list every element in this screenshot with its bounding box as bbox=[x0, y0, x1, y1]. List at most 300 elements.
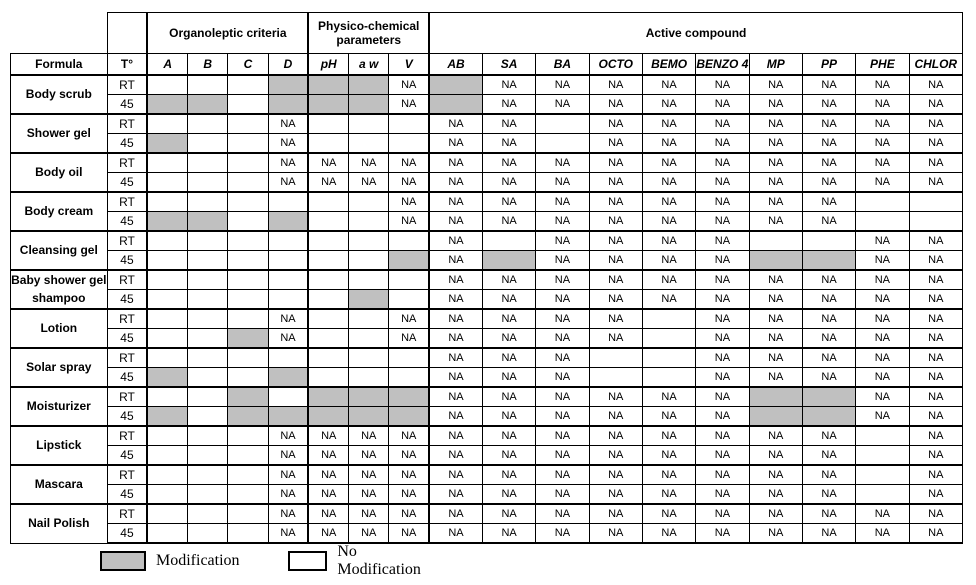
data-cell: NA bbox=[642, 134, 695, 154]
data-cell bbox=[642, 368, 695, 388]
data-cell: NA bbox=[429, 251, 482, 271]
data-cell bbox=[188, 329, 228, 349]
data-cell bbox=[147, 504, 187, 524]
data-cell: NA bbox=[696, 231, 749, 251]
data-cell: NA bbox=[642, 251, 695, 271]
data-cell bbox=[308, 290, 348, 310]
temperature-cell: 45 bbox=[107, 173, 147, 193]
data-cell: NA bbox=[429, 485, 482, 505]
data-cell: NA bbox=[482, 309, 535, 329]
data-cell: NA bbox=[909, 75, 962, 95]
data-cell: NA bbox=[749, 446, 802, 466]
data-cell bbox=[389, 114, 429, 134]
data-cell: NA bbox=[909, 504, 962, 524]
data-cell: NA bbox=[802, 368, 855, 388]
data-cell bbox=[147, 231, 187, 251]
data-cell: NA bbox=[642, 75, 695, 95]
temperature-cell: RT bbox=[107, 465, 147, 485]
table-row bbox=[11, 504, 963, 524]
data-cell bbox=[228, 114, 268, 134]
data-cell: NA bbox=[856, 368, 909, 388]
temperature-cell: 45 bbox=[107, 407, 147, 427]
data-cell: NA bbox=[802, 329, 855, 349]
data-cell: NA bbox=[589, 465, 642, 485]
data-cell bbox=[389, 231, 429, 251]
data-cell: NA bbox=[589, 212, 642, 232]
data-cell: NA bbox=[642, 465, 695, 485]
data-cell: NA bbox=[642, 270, 695, 290]
data-cell: NA bbox=[909, 485, 962, 505]
data-cell bbox=[268, 290, 308, 310]
data-cell bbox=[308, 407, 348, 427]
data-cell: NA bbox=[589, 446, 642, 466]
data-cell: NA bbox=[909, 173, 962, 193]
temperature-cell: RT bbox=[107, 153, 147, 173]
data-cell: NA bbox=[749, 95, 802, 115]
data-cell bbox=[147, 426, 187, 446]
data-cell bbox=[268, 192, 308, 212]
data-cell: NA bbox=[802, 192, 855, 212]
data-cell bbox=[909, 212, 962, 232]
data-cell bbox=[228, 524, 268, 544]
data-cell: NA bbox=[802, 270, 855, 290]
data-cell bbox=[188, 290, 228, 310]
data-cell: NA bbox=[856, 231, 909, 251]
data-cell: NA bbox=[536, 407, 589, 427]
data-cell: NA bbox=[589, 485, 642, 505]
data-cell bbox=[228, 75, 268, 95]
data-cell: NA bbox=[268, 485, 308, 505]
data-cell: NA bbox=[642, 407, 695, 427]
data-cell: NA bbox=[482, 446, 535, 466]
data-cell: NA bbox=[642, 290, 695, 310]
data-cell: NA bbox=[696, 524, 749, 544]
data-cell bbox=[349, 387, 389, 407]
data-cell: NA bbox=[308, 524, 348, 544]
data-cell bbox=[147, 348, 187, 368]
data-cell: NA bbox=[389, 212, 429, 232]
data-cell bbox=[147, 446, 187, 466]
data-cell bbox=[147, 290, 187, 310]
data-cell: NA bbox=[802, 465, 855, 485]
data-cell: NA bbox=[308, 153, 348, 173]
data-cell: NA bbox=[696, 114, 749, 134]
data-cell bbox=[188, 95, 228, 115]
data-cell bbox=[642, 329, 695, 349]
temperature-cell: 45 bbox=[107, 95, 147, 115]
data-cell bbox=[188, 309, 228, 329]
data-cell: NA bbox=[536, 251, 589, 271]
data-cell bbox=[228, 387, 268, 407]
legend-item-no-modification bbox=[288, 543, 428, 578]
formula-name: Body cream bbox=[11, 192, 108, 231]
data-cell bbox=[228, 231, 268, 251]
data-cell bbox=[389, 134, 429, 154]
column-header: BA bbox=[536, 54, 589, 76]
data-cell bbox=[749, 407, 802, 427]
legend-swatch-no-modification bbox=[288, 551, 327, 571]
data-cell: NA bbox=[308, 446, 348, 466]
temperature-header: T° bbox=[107, 54, 147, 76]
data-cell: NA bbox=[589, 75, 642, 95]
data-cell: NA bbox=[642, 485, 695, 505]
data-cell: NA bbox=[589, 524, 642, 544]
data-cell: NA bbox=[802, 290, 855, 310]
data-cell: NA bbox=[696, 485, 749, 505]
data-cell: NA bbox=[389, 75, 429, 95]
data-cell: NA bbox=[909, 290, 962, 310]
data-cell: NA bbox=[696, 465, 749, 485]
data-cell bbox=[856, 485, 909, 505]
data-cell bbox=[389, 270, 429, 290]
data-cell bbox=[349, 95, 389, 115]
data-cell: NA bbox=[696, 153, 749, 173]
data-cell: NA bbox=[536, 426, 589, 446]
data-cell bbox=[856, 446, 909, 466]
formula-name: Body oil bbox=[11, 153, 108, 192]
data-cell bbox=[308, 329, 348, 349]
table-row bbox=[11, 114, 963, 134]
data-cell: NA bbox=[349, 485, 389, 505]
data-cell bbox=[482, 251, 535, 271]
data-cell bbox=[308, 192, 348, 212]
data-cell: NA bbox=[856, 524, 909, 544]
data-cell: NA bbox=[696, 173, 749, 193]
data-cell bbox=[268, 75, 308, 95]
data-cell bbox=[349, 290, 389, 310]
data-cell: NA bbox=[389, 192, 429, 212]
data-cell: NA bbox=[696, 309, 749, 329]
data-cell bbox=[147, 407, 187, 427]
data-cell: NA bbox=[429, 465, 482, 485]
table-row bbox=[11, 95, 963, 115]
data-cell: NA bbox=[749, 504, 802, 524]
data-cell bbox=[349, 251, 389, 271]
data-cell: NA bbox=[536, 75, 589, 95]
data-cell: NA bbox=[308, 173, 348, 193]
data-cell: NA bbox=[696, 212, 749, 232]
data-cell: NA bbox=[536, 465, 589, 485]
column-header: V bbox=[389, 54, 429, 76]
data-cell: NA bbox=[389, 485, 429, 505]
data-cell bbox=[147, 465, 187, 485]
table-row bbox=[11, 173, 963, 193]
data-cell: NA bbox=[429, 446, 482, 466]
data-cell: NA bbox=[536, 329, 589, 349]
temperature-cell: 45 bbox=[107, 368, 147, 388]
data-cell: NA bbox=[589, 309, 642, 329]
column-header: MP bbox=[749, 54, 802, 76]
data-cell: NA bbox=[696, 446, 749, 466]
data-cell: NA bbox=[536, 524, 589, 544]
data-cell: NA bbox=[696, 387, 749, 407]
data-cell: NA bbox=[429, 192, 482, 212]
data-cell: NA bbox=[589, 290, 642, 310]
data-cell: NA bbox=[589, 387, 642, 407]
data-cell bbox=[308, 134, 348, 154]
data-cell: NA bbox=[909, 114, 962, 134]
data-cell bbox=[349, 348, 389, 368]
data-cell: NA bbox=[349, 465, 389, 485]
data-cell bbox=[308, 251, 348, 271]
data-cell: NA bbox=[536, 153, 589, 173]
data-cell: NA bbox=[749, 485, 802, 505]
data-cell: NA bbox=[802, 446, 855, 466]
table-row bbox=[11, 446, 963, 466]
data-cell: NA bbox=[268, 426, 308, 446]
data-cell bbox=[188, 251, 228, 271]
data-cell: NA bbox=[482, 524, 535, 544]
table-row bbox=[11, 153, 963, 173]
data-cell: NA bbox=[749, 192, 802, 212]
data-cell: NA bbox=[749, 368, 802, 388]
data-cell: NA bbox=[749, 309, 802, 329]
data-cell: NA bbox=[909, 231, 962, 251]
data-cell bbox=[802, 251, 855, 271]
data-cell: NA bbox=[268, 524, 308, 544]
temperature-cell: RT bbox=[107, 426, 147, 446]
data-cell: NA bbox=[802, 114, 855, 134]
column-header: C bbox=[228, 54, 268, 76]
data-cell bbox=[349, 75, 389, 95]
data-cell: NA bbox=[482, 465, 535, 485]
data-cell: NA bbox=[482, 153, 535, 173]
data-cell bbox=[349, 212, 389, 232]
data-cell: NA bbox=[268, 114, 308, 134]
column-header: PHE bbox=[856, 54, 909, 76]
data-cell bbox=[268, 368, 308, 388]
data-cell: NA bbox=[268, 446, 308, 466]
data-cell bbox=[349, 231, 389, 251]
data-cell: NA bbox=[856, 348, 909, 368]
data-cell: NA bbox=[642, 387, 695, 407]
data-cell bbox=[228, 348, 268, 368]
data-cell bbox=[349, 270, 389, 290]
data-cell bbox=[802, 231, 855, 251]
data-cell: NA bbox=[856, 309, 909, 329]
data-cell bbox=[749, 231, 802, 251]
data-cell bbox=[268, 251, 308, 271]
data-cell: NA bbox=[589, 407, 642, 427]
data-cell bbox=[389, 251, 429, 271]
data-cell: NA bbox=[749, 173, 802, 193]
data-cell: NA bbox=[696, 504, 749, 524]
data-cell bbox=[308, 387, 348, 407]
data-cell bbox=[589, 368, 642, 388]
data-cell: NA bbox=[589, 426, 642, 446]
data-cell: NA bbox=[389, 446, 429, 466]
data-cell: NA bbox=[642, 426, 695, 446]
data-cell: NA bbox=[429, 524, 482, 544]
temperature-cell: RT bbox=[107, 231, 147, 251]
data-cell: NA bbox=[856, 114, 909, 134]
data-cell: NA bbox=[642, 95, 695, 115]
data-cell bbox=[147, 134, 187, 154]
data-cell: NA bbox=[536, 192, 589, 212]
data-cell bbox=[228, 290, 268, 310]
data-cell: NA bbox=[802, 212, 855, 232]
data-cell bbox=[308, 75, 348, 95]
data-cell bbox=[268, 231, 308, 251]
data-cell bbox=[188, 173, 228, 193]
data-cell: NA bbox=[749, 290, 802, 310]
table-row bbox=[11, 134, 963, 154]
data-cell bbox=[188, 504, 228, 524]
temperature-cell: 45 bbox=[107, 251, 147, 271]
data-cell bbox=[268, 95, 308, 115]
data-cell: NA bbox=[268, 465, 308, 485]
data-cell bbox=[188, 231, 228, 251]
data-cell: NA bbox=[389, 524, 429, 544]
data-cell: NA bbox=[909, 153, 962, 173]
column-header: SA bbox=[482, 54, 535, 76]
data-cell: NA bbox=[696, 95, 749, 115]
column-header: B bbox=[188, 54, 228, 76]
data-cell bbox=[389, 290, 429, 310]
data-cell: NA bbox=[856, 251, 909, 271]
data-cell bbox=[147, 114, 187, 134]
data-cell: NA bbox=[802, 504, 855, 524]
column-header-row bbox=[11, 54, 963, 76]
data-cell bbox=[228, 485, 268, 505]
data-cell: NA bbox=[482, 426, 535, 446]
table-row bbox=[11, 251, 963, 271]
data-cell bbox=[188, 348, 228, 368]
data-cell: NA bbox=[749, 134, 802, 154]
data-cell: NA bbox=[536, 270, 589, 290]
data-cell bbox=[349, 114, 389, 134]
data-cell: NA bbox=[749, 75, 802, 95]
data-cell bbox=[349, 407, 389, 427]
data-cell: NA bbox=[429, 348, 482, 368]
formula-name: Baby shower gel shampoo bbox=[11, 270, 108, 309]
data-cell: NA bbox=[589, 153, 642, 173]
table-row bbox=[11, 465, 963, 485]
data-cell: NA bbox=[696, 426, 749, 446]
table-row bbox=[11, 485, 963, 505]
data-cell: NA bbox=[696, 270, 749, 290]
column-header: BEMO bbox=[642, 54, 695, 76]
formula-name: Solar spray bbox=[11, 348, 108, 387]
data-cell bbox=[228, 192, 268, 212]
temperature-cell: RT bbox=[107, 114, 147, 134]
data-cell: NA bbox=[749, 212, 802, 232]
column-header: a w bbox=[349, 54, 389, 76]
data-cell: NA bbox=[802, 75, 855, 95]
temperature-cell: RT bbox=[107, 348, 147, 368]
column-header: pH bbox=[308, 54, 348, 76]
data-cell: NA bbox=[429, 290, 482, 310]
temperature-cell: 45 bbox=[107, 524, 147, 544]
column-header: D bbox=[268, 54, 308, 76]
stability-table bbox=[10, 12, 963, 544]
data-cell: NA bbox=[482, 329, 535, 349]
data-cell bbox=[188, 465, 228, 485]
data-cell bbox=[349, 368, 389, 388]
data-cell: NA bbox=[909, 348, 962, 368]
data-cell bbox=[147, 524, 187, 544]
data-cell bbox=[228, 407, 268, 427]
temperature-cell: 45 bbox=[107, 485, 147, 505]
data-cell: NA bbox=[268, 309, 308, 329]
data-cell: NA bbox=[536, 485, 589, 505]
data-cell: NA bbox=[482, 270, 535, 290]
data-cell: NA bbox=[482, 504, 535, 524]
table-row bbox=[11, 270, 963, 290]
data-cell bbox=[147, 270, 187, 290]
data-cell: NA bbox=[482, 387, 535, 407]
data-cell bbox=[147, 153, 187, 173]
data-cell bbox=[802, 387, 855, 407]
table-row bbox=[11, 329, 963, 349]
data-cell bbox=[349, 192, 389, 212]
data-cell: NA bbox=[642, 524, 695, 544]
column-header: PP bbox=[802, 54, 855, 76]
data-cell: NA bbox=[696, 192, 749, 212]
data-cell: NA bbox=[536, 290, 589, 310]
data-cell: NA bbox=[856, 95, 909, 115]
data-cell: NA bbox=[696, 75, 749, 95]
data-cell bbox=[642, 348, 695, 368]
table-row bbox=[11, 387, 963, 407]
data-cell bbox=[429, 95, 482, 115]
temperature-cell: 45 bbox=[107, 134, 147, 154]
data-cell: NA bbox=[696, 251, 749, 271]
data-cell: NA bbox=[482, 368, 535, 388]
data-cell: NA bbox=[642, 504, 695, 524]
data-cell: NA bbox=[308, 504, 348, 524]
data-cell: NA bbox=[429, 173, 482, 193]
data-cell: NA bbox=[349, 524, 389, 544]
data-cell: NA bbox=[536, 446, 589, 466]
column-header: A bbox=[147, 54, 187, 76]
data-cell: NA bbox=[856, 407, 909, 427]
data-cell bbox=[147, 368, 187, 388]
data-cell: NA bbox=[589, 114, 642, 134]
data-cell: NA bbox=[429, 504, 482, 524]
data-cell: NA bbox=[802, 134, 855, 154]
data-cell: NA bbox=[696, 329, 749, 349]
data-cell: NA bbox=[642, 173, 695, 193]
data-cell bbox=[268, 348, 308, 368]
data-cell: NA bbox=[429, 134, 482, 154]
data-cell: NA bbox=[856, 387, 909, 407]
data-cell: NA bbox=[389, 173, 429, 193]
data-cell bbox=[228, 329, 268, 349]
data-cell: NA bbox=[802, 485, 855, 505]
column-header: BENZO 4 bbox=[696, 54, 749, 76]
data-cell: NA bbox=[909, 134, 962, 154]
data-cell bbox=[749, 251, 802, 271]
data-cell bbox=[228, 465, 268, 485]
table-body bbox=[11, 75, 963, 543]
data-cell: NA bbox=[909, 524, 962, 544]
formula-name: Lotion bbox=[11, 309, 108, 348]
data-cell bbox=[308, 212, 348, 232]
data-cell bbox=[188, 368, 228, 388]
data-cell bbox=[389, 407, 429, 427]
data-cell bbox=[536, 114, 589, 134]
data-cell: NA bbox=[802, 153, 855, 173]
data-cell bbox=[308, 368, 348, 388]
data-cell bbox=[536, 134, 589, 154]
data-cell: NA bbox=[389, 465, 429, 485]
data-cell bbox=[228, 309, 268, 329]
data-cell: NA bbox=[536, 212, 589, 232]
data-cell: NA bbox=[802, 426, 855, 446]
data-cell: NA bbox=[482, 75, 535, 95]
data-cell bbox=[268, 407, 308, 427]
